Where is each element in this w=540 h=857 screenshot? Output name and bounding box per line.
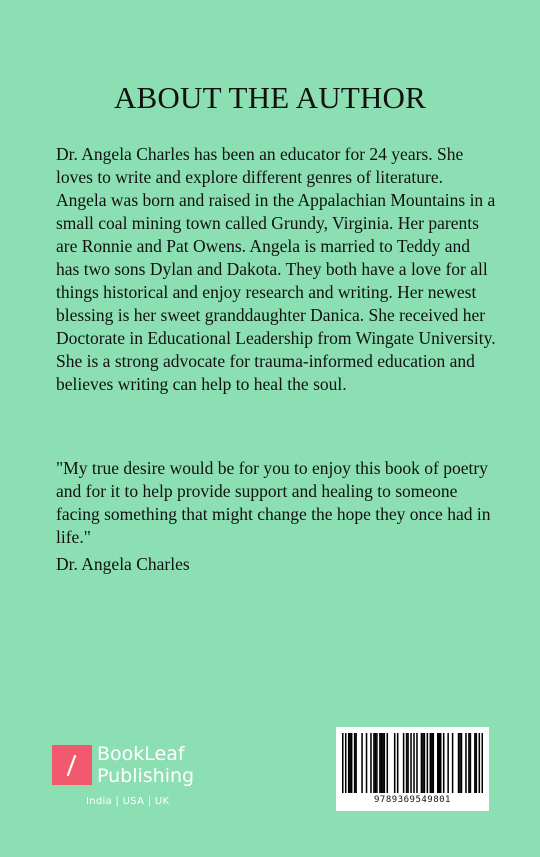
barcode-bar [375, 733, 377, 793]
barcode-bar [447, 733, 449, 793]
barcode-bar [342, 733, 344, 793]
barcode-bar [476, 733, 478, 793]
publisher-name-line1: BookLeaf [97, 743, 185, 765]
barcode-bars-icon [342, 733, 483, 793]
author-signature: Dr. Angela Charles [56, 554, 190, 574]
barcode-bar [351, 733, 353, 793]
barcode-bar [345, 733, 347, 793]
barcode-bar [421, 733, 423, 793]
barcode-bar [361, 733, 363, 793]
barcode-bar [382, 733, 384, 793]
barcode-bar [349, 733, 351, 793]
barcode-bar [394, 733, 396, 793]
barcode-bar [355, 733, 357, 793]
barcode-bar [458, 733, 460, 793]
bookleaf-logo-icon [52, 745, 92, 785]
barcode-bar [479, 733, 481, 793]
barcode-bar [422, 733, 424, 793]
barcode-bar [354, 733, 356, 793]
barcode-bar [482, 733, 483, 793]
barcode-bar [379, 733, 381, 793]
barcode-bar [443, 733, 445, 793]
barcode-bar [427, 733, 429, 793]
barcode-bar [410, 733, 412, 793]
barcode-bar [424, 733, 426, 793]
barcode-bar [440, 733, 442, 793]
barcode-bar [366, 733, 368, 793]
barcode-bar [470, 733, 472, 793]
barcode-bar [431, 733, 433, 793]
barcode-bar [387, 733, 389, 793]
barcode-bar [461, 733, 463, 793]
barcode-bar [474, 733, 476, 793]
barcode-bar [348, 733, 350, 793]
barcode-bar [381, 733, 383, 793]
barcode-bar [465, 733, 467, 793]
barcode-bar [407, 733, 409, 793]
barcode-bar [397, 733, 399, 793]
page-title: ABOUT THE AUTHOR [113, 80, 427, 115]
barcode-bar [373, 733, 375, 793]
author-quote: "My true desire would be for you to enjoy this book of poetry and for it to help provide support and healing to someone facing something that might change the hope they once had in life." [56, 458, 491, 547]
barcode-bar [433, 733, 435, 793]
isbn-barcode [336, 727, 489, 811]
barcode-bar [413, 733, 415, 793]
publisher-name [97, 743, 194, 787]
author-bio: Dr. Angela Charles has been an educator for 24 years. She loves to write and explore different genres of literature. Angela was born and raised in the Appalachian Mountains in a small coal mining town called Grundy, Virginia. Her parents are Ronnie and Pat Owens. Angela is married to Teddy and has two sons Dylan and Dakota. They both have a love for all things historical and enjoy research and writing. Her newest blessing is her sweet granddaughter Danica. She received her Doctorate in Educational Leadership from Wingate University. She is a strong advocate for trauma-informed education and believes writing can help to heal the soul. [56, 144, 496, 394]
isbn-number: 9789369549801 [374, 795, 451, 805]
barcode-bar [437, 733, 439, 793]
barcode-bar [384, 733, 386, 793]
barcode-bar [468, 733, 470, 793]
barcode-bar [403, 733, 405, 793]
barcode-bar [438, 733, 440, 793]
publisher-regions: India | USA | UK [86, 796, 170, 807]
barcode-bar [459, 733, 461, 793]
barcode-bar [452, 733, 454, 793]
publisher-name-line2: Publishing [97, 765, 195, 787]
barcode-bar [406, 733, 408, 793]
barcode-bar [376, 733, 378, 793]
barcode-bar [416, 733, 418, 793]
barcode-bar [370, 733, 372, 793]
barcode-bar [430, 733, 432, 793]
publisher-logo [52, 743, 194, 787]
